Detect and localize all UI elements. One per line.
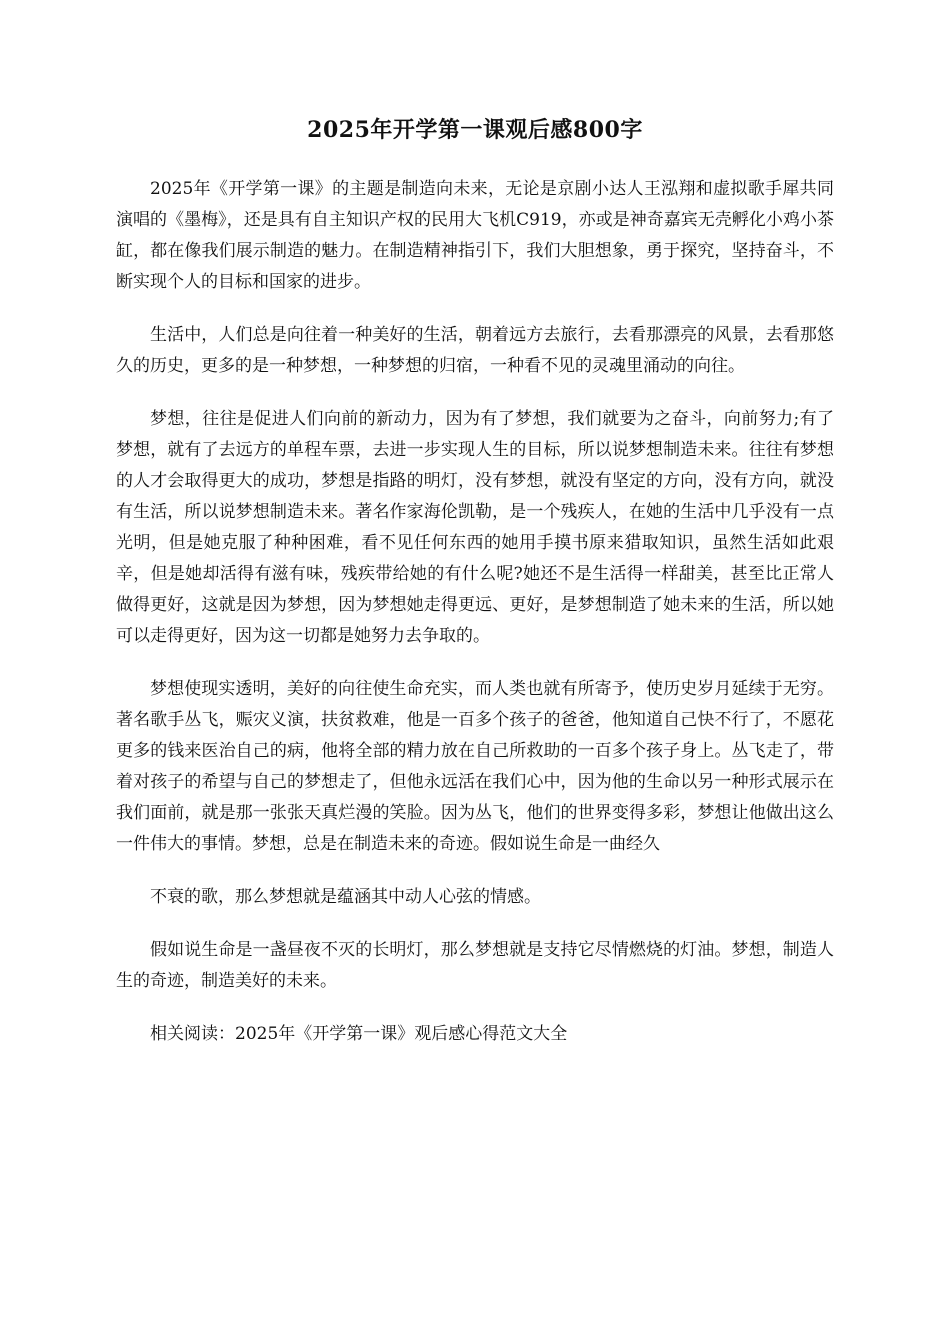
document-title: 2025年开学第一课观后感800字 xyxy=(307,117,643,143)
paragraph-4: 梦想使现实透明，美好的向往使生命充实，而人类也就有所寄予，使历史岁月延续于无穷。著名歌手丛飞，赈灾义演，扶贫救难，他是一百多个孩子的爸爸，他知道自己快不行了，不愿花更多的钱来医治自己的病，他将全部的精力放在自己所救助的一百多个孩子身上。丛飞走了，带着对孩子的希望与自己的梦想走了，但他永远活在我们心中，因为他的生命以另一种形式展示在我们面前，就是那一张张天真烂漫的笑脸。因为丛飞，他们的世界变得多彩，梦想让他做出这么一件伟大的事情。梦想，总是在制造未来的奇迹。假如说生命是一曲经久 xyxy=(116,679,834,854)
paragraph-3: 梦想，往往是促进人们向前的新动力，因为有了梦想，我们就要为之奋斗，向前努力;有了梦想，就有了去远方的单程车票，去进一步实现人生的目标，所以说梦想制造未来。往往有梦想的人才会取得更大的成功，梦想是指路的明灯，没有梦想，就没有坚定的方向，没有方向，就没有生活，所以说梦想制造未来。著名作家海伦凯勒，是一个残疾人，在她的生活中几乎没有一点光明，但是她克服了种种困难，看不见任何东西的她用手摸书原来猎取知识，虽然生活如此艰辛，但是她却活得有滋有味，残疾带给她的有什么呢?她还不是生活得一样甜美，甚至比正常人做得更好，这就是因为梦想，因为梦想她走得更远、更好，是梦想制造了她未来的生活，所以她可以走得更好，因为这一切都是她努力去争取的。 xyxy=(116,409,834,646)
paragraph-1: 2025年《开学第一课》的主题是制造向未来，无论是京剧小达人王泓翔和虚拟歌手犀共同演唱的《墨梅》，还是具有自主知识产权的民用大飞机C919，亦或是神奇嘉宾无壳孵化小鸡小茶缸，都在像我们展示制造的魅力。在制造精神指引下，我们大胆想象，勇于探究，坚持奋斗，不断实现个人的目标和国家的进步。 xyxy=(116,179,834,292)
related-reading: 相关阅读：2025年《开学第一课》观后感心得范文大全 xyxy=(150,1024,568,1044)
paragraph-5: 不衰的歌，那么梦想就是蕴涵其中动人心弦的情感。 xyxy=(150,887,541,907)
paragraph-6: 假如说生命是一盏昼夜不灭的长明灯，那么梦想就是支持它尽情燃烧的灯油。梦想，制造人生的奇迹，制造美好的未来。 xyxy=(116,940,834,991)
paragraph-2: 生活中，人们总是向往着一种美好的生活，朝着远方去旅行，去看那漂亮的风景，去看那悠久的历史，更多的是一种梦想，一种梦想的归宿，一种看不见的灵魂里涌动的向往。 xyxy=(116,325,834,376)
